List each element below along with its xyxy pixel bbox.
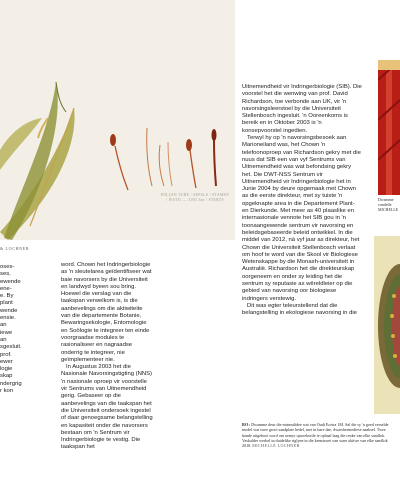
cropped-line: ewende — [0, 278, 21, 285]
botanical-illustration-panel — [0, 0, 235, 240]
cropped-line: an — [0, 322, 7, 329]
cropped-line: iewe — [0, 329, 13, 336]
text-column-right — [242, 84, 362, 318]
paragraph: In Augustus 2003 het die Nasionale Navorsingstigting (NNS) 'n nasionale oproep vir voorstelle vir Sentrums van Uitnemendheid gerig. Gebaseer op die aanbevelings van die taakspan het die Universiteit ondersoek ingestel of daar genoegsame belangstelling en kapasiteit onder die navorsers bestaan om 'n Sentrum vir Indringerbiologie te vestig. Die taakspan het — [61, 364, 153, 451]
text-column-middle — [61, 262, 153, 452]
cropped-line: prof. — [0, 351, 12, 358]
plate-caption: POLLEN TUBE / SEPALS / STAMEN / PISTIL — 2003 Jan / STARTS — [160, 193, 230, 202]
red-specimen-image — [378, 60, 400, 195]
cropped-line: sgesluit. — [0, 344, 22, 351]
caption-text: Dwamme deur die mineralidee wat van Oudi Eceira 1M. Sal die sy 'n goed verselde model wat twee groot sandplate bedel, met in hare dae, dwarshermediese naaksel. Twee hande uitgeboot word om oemyr opsoekseile te ophaal laag die reuke van elke sandlok. Vaskalder werkel in duidelike riglyne in die kenniswet van ware aktiwe van elke sandlok 2018. — [242, 422, 389, 449]
cropped-line: ewer — [0, 358, 13, 365]
paragraph: Dit was egter teleurstellend dat die belangstelling in ekologiese navorsing in die — [242, 302, 357, 317]
illustration-credit: & LOCHNER — [0, 246, 30, 251]
red-specimen-photo — [378, 60, 400, 195]
cropped-line: r kon — [0, 388, 14, 395]
cropped-line: skap — [0, 373, 13, 380]
cropped-line: wende — [0, 307, 18, 314]
cropped-line: e. By — [0, 293, 14, 300]
paragraph: word. Chown het Indringerbiologie as 'n sleutelarea geïdentifiseer wat baie navorsers by die Universiteit en landwyd byeen sou bring. Hoewel die verslag van die taakspan verwelkom is, is die aanbevelings om die aktiwiteite van die departemente Botanie, Bewaringsekologie, Entomologie en Soölogie te integreer ten einde voorgraadse modules te rasionaliseer en nagraadse onderrig te integreer, nie geïmplementeer nie. — [61, 262, 152, 363]
paragraph: Terwyl hy op 'n navorsingsbesoek aan Marioneiland was, het Chown 'n telefoonoproep van Richardson gekry met die nuus dat SIB een van vyf Sentrums van Uitnemendheid was wat befondsing gekry het. Die DWT-NSS Sentrum vir Uitnemendheid vir Indringerbiologie het in Junie 2004 by deure opgemaak met Chown as die eerste direkteur, met sy tuiste 'n opgeknapte area in die Departement Plant- en Dierkunde. Met meer as 40 plaaslike en internasionale vennote het SIB gou in 'n toonaangewende sentrum vir navorsing en beleidsgebaseerde beleid ontwikkel. In die middel van 2012, nà vyf jaar as direkteur, het Chown die Universiteit Stellenbosch verlaat om hoof te word van die Skool vir Biologiese Wetenskappe by die Monash-universiteit in Australië. Richardson het die direkteurskap oorgeneem en onder sy leiding het die sentrum sy reputasie as wêreldleier op die gebied van navorsing oor biologiese indringers verstewig. — [242, 135, 361, 302]
cropped-line: ene- — [0, 285, 12, 292]
cropped-line: an — [0, 336, 7, 343]
paragraph: Uitnemendheid vir Indringerbiologie (SIB). Die voorstel het die wenwing van prof. David Richardson, toe verbonde aan UK, vir 'n navorsingsleerstoel by die Universiteit Stellenbosch ingesluit. 'n Ooreenkoms is bereik en in Oktober 2003 is 'n konsepvoorstel ingedien. — [242, 84, 362, 134]
figure-caption — [242, 422, 392, 448]
cropped-line: oses- — [0, 264, 15, 270]
cropped-line: ses, — [0, 271, 11, 278]
botanical-illustration — [0, 0, 235, 240]
cropped-line: plant — [0, 300, 13, 307]
caption-lead: BO: — [242, 422, 251, 427]
caption-credit: MICHELLE LOCHNER — [252, 443, 300, 449]
micrograph-specimen-photo — [374, 236, 400, 414]
strip-caption-line: MICHELLE — [378, 207, 399, 212]
micrograph-image — [374, 236, 400, 414]
cropped-line: logie — [0, 366, 13, 373]
cropped-line: ndergrig — [0, 380, 22, 387]
cropped-line: ensie. — [0, 315, 16, 322]
strip-caption-line: vandelle — [378, 202, 392, 207]
strip-caption — [378, 197, 400, 212]
text-column-left-cropped — [0, 264, 52, 395]
strip-caption-line: Dwamme — [378, 197, 394, 202]
